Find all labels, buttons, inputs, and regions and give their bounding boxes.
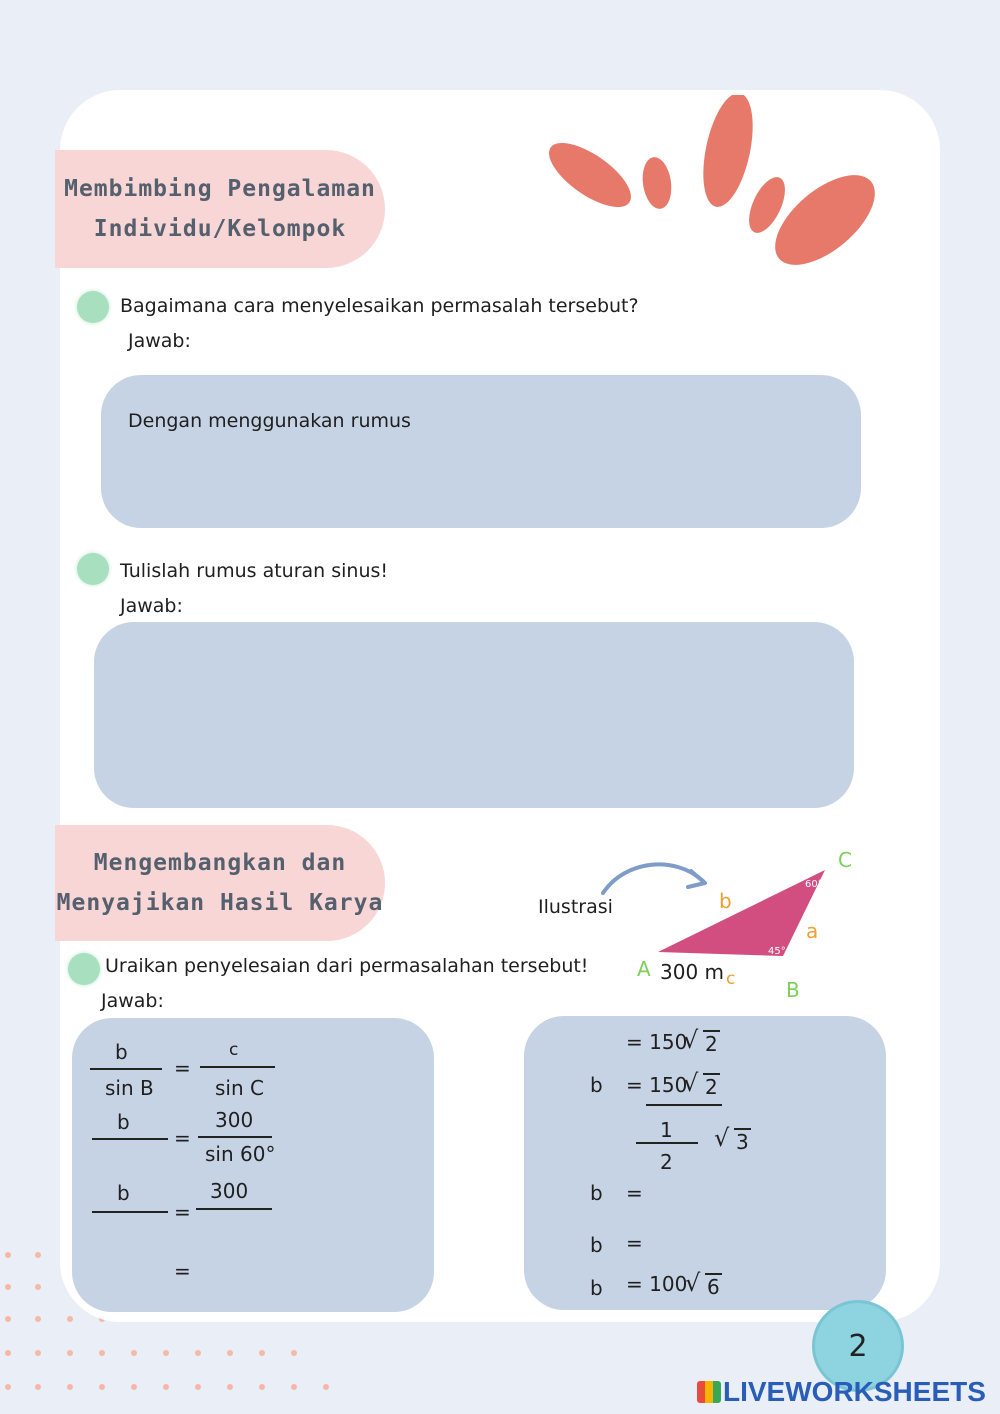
liveworksheets-logo bbox=[697, 1376, 986, 1408]
r2-den-right: sin 60° bbox=[205, 1142, 276, 1166]
side-a-label: a bbox=[806, 919, 819, 943]
illustration-label: Ilustrasi bbox=[538, 896, 613, 918]
rw-line5-b: b bbox=[590, 1233, 603, 1257]
r3-eq: = bbox=[174, 1200, 191, 1224]
fraction-line bbox=[200, 1066, 275, 1068]
jawab-label-1: Jawab: bbox=[128, 330, 191, 352]
rw-line4-b: b bbox=[590, 1181, 603, 1205]
bullet-q2 bbox=[77, 553, 109, 585]
r2-num-right: 300 bbox=[215, 1108, 254, 1132]
side-b-label: b bbox=[719, 889, 732, 913]
page-number: 2 bbox=[812, 1300, 904, 1392]
sqrt-icon: √ bbox=[683, 1026, 699, 1054]
question-2: Tulislah rumus aturan sinus! bbox=[120, 560, 389, 582]
jawab-label-2: Jawab: bbox=[120, 595, 183, 617]
fraction-line bbox=[646, 1104, 722, 1106]
r1-num-right: c bbox=[229, 1040, 239, 1060]
rw-line6-b: b bbox=[590, 1276, 603, 1300]
burst-decoration bbox=[545, 95, 895, 285]
rw-line2: = 150 bbox=[626, 1073, 688, 1097]
answer-text-1: Dengan menggunakan rumus bbox=[128, 410, 411, 432]
r3-num-left: b bbox=[117, 1181, 130, 1205]
rw-line3-rad: 3 bbox=[736, 1130, 749, 1154]
section-title-mengembangkan: Mengembangkan dan Menyajikan Hasil Karya bbox=[55, 825, 385, 941]
side-c-label: c bbox=[726, 969, 736, 989]
rw-line1-rad: 2 bbox=[705, 1032, 718, 1056]
triangle-illustration bbox=[655, 860, 835, 960]
rw-line3-num: 1 bbox=[660, 1118, 673, 1142]
vertex-b: B bbox=[786, 978, 800, 1002]
rw-line2-rad: 2 bbox=[705, 1075, 718, 1099]
fraction-line bbox=[198, 1136, 272, 1138]
distance-label: 300 m bbox=[660, 960, 725, 984]
rw-line4: = bbox=[626, 1181, 643, 1205]
jawab-label-3: Jawab: bbox=[101, 990, 164, 1012]
question-3: Uraikan penyelesaian dari permasalahan tersebut! bbox=[105, 955, 589, 977]
fraction-line bbox=[92, 1211, 168, 1213]
bullet-q1 bbox=[77, 291, 109, 323]
r1-num-left: b bbox=[115, 1040, 128, 1064]
answer-box-1[interactable] bbox=[101, 375, 861, 528]
fraction-line bbox=[92, 1138, 168, 1140]
r1-eq: = bbox=[174, 1056, 191, 1080]
rw-line3-den: 2 bbox=[660, 1150, 673, 1174]
sqrt-icon: √ bbox=[685, 1269, 701, 1297]
question-1: Bagaimana cara menyelesaikan permasalah tersebut? bbox=[120, 295, 639, 317]
work-box-right[interactable] bbox=[524, 1016, 886, 1310]
r1-den-left: sin B bbox=[105, 1076, 154, 1100]
r2-num-left: b bbox=[117, 1110, 130, 1134]
fraction-line bbox=[90, 1068, 162, 1070]
r2-eq: = bbox=[174, 1126, 191, 1150]
brand-text: LIVEWORKSHEETS bbox=[723, 1376, 986, 1407]
r1-den-right: sin C bbox=[215, 1076, 264, 1100]
rw-line6-rad: 6 bbox=[707, 1275, 720, 1299]
fraction-line bbox=[636, 1142, 698, 1144]
vertex-a: A bbox=[637, 957, 651, 981]
fraction-line bbox=[196, 1208, 272, 1210]
r4-eq: = bbox=[174, 1259, 191, 1283]
rw-line6: = 100 bbox=[626, 1272, 688, 1296]
section-title-membimbing: Membimbing Pengalaman Individu/Kelompok bbox=[55, 150, 385, 268]
sqrt-icon: √ bbox=[683, 1069, 699, 1097]
brand-icon bbox=[697, 1381, 721, 1403]
r3-num-right: 300 bbox=[210, 1179, 249, 1203]
bullet-q3 bbox=[68, 953, 100, 985]
answer-box-2[interactable] bbox=[94, 622, 854, 808]
rw-line2-b: b bbox=[590, 1073, 603, 1097]
vertex-c: C bbox=[838, 848, 852, 872]
angle-c-label: 60° bbox=[805, 879, 823, 890]
angle-b-label: 45° bbox=[768, 946, 786, 957]
rw-line1: = 150 bbox=[626, 1030, 688, 1054]
sqrt-icon: √ bbox=[714, 1124, 730, 1152]
rw-line5: = bbox=[626, 1231, 643, 1255]
